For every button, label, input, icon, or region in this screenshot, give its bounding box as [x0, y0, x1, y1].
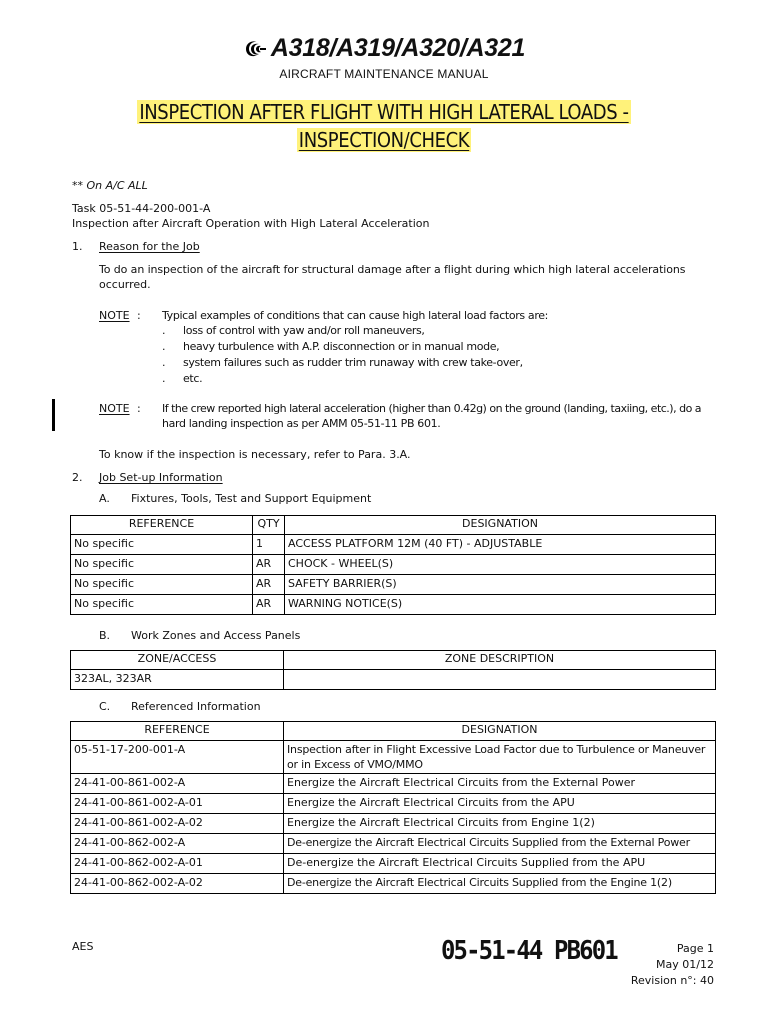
- column-header: DESIGNATION: [285, 516, 716, 535]
- task-title-line2: INSPECTION/CHECK: [298, 128, 470, 152]
- table-cell: 323AL, 323AR: [71, 670, 284, 690]
- footer-left-text: AES: [72, 940, 94, 953]
- note1-bullet-mark: .: [162, 324, 166, 337]
- tools-table: [70, 515, 716, 615]
- table-cell: 24-41-00-861-002-A: [71, 774, 284, 794]
- table-cell: SAFETY BARRIER(S): [285, 575, 716, 595]
- column-header: ZONE DESCRIPTION: [284, 651, 716, 670]
- note1-bullet: system failures such as rudder trim runaway with crew take-over,: [183, 356, 523, 369]
- task-number: Task 05-51-44-200-001-A: [72, 202, 211, 215]
- table-cell: De-energize the Aircraft Electrical Circuits Supplied from the Engine 1(2): [284, 874, 716, 894]
- note1-bullet: heavy turbulence with A.P. disconnection or in manual mode,: [183, 340, 500, 353]
- note1-bullet: loss of control with yaw and/or roll maneuvers,: [183, 324, 425, 337]
- note2-line1: If the crew reported high lateral acceleration (higher than 0.42g) on the ground (landing, taxiing, etc.), do a: [162, 402, 702, 415]
- subsection-a-letter: A.: [99, 492, 110, 505]
- table-row: [71, 595, 716, 615]
- table-row: [71, 794, 716, 814]
- note2-colon: :: [137, 402, 141, 415]
- table-cell: 24-41-00-862-002-A-01: [71, 854, 284, 874]
- table-row: [71, 874, 716, 894]
- table-cell: AR: [253, 575, 285, 595]
- revision-bar: [52, 399, 55, 431]
- note2-line2: hard landing inspection as per AMM 05-51-11 PB 601.: [162, 417, 441, 430]
- aircraft-model-text: A318/A319/A320/A321: [270, 34, 526, 62]
- task-description: Inspection after Aircraft Operation with High Lateral Acceleration: [72, 217, 430, 230]
- subsection-c-heading: Referenced Information: [131, 700, 261, 713]
- table-cell: Energize the Aircraft Electrical Circuits from Engine 1(2): [284, 814, 716, 834]
- table-cell: 1: [253, 535, 285, 555]
- note1-bullet-mark: .: [162, 340, 166, 353]
- subsection-b-letter: B.: [99, 629, 111, 642]
- table-header-row: [71, 651, 716, 670]
- table-cell: No specific: [71, 535, 253, 555]
- column-header: QTY: [253, 516, 285, 535]
- table-cell: WARNING NOTICE(S): [285, 595, 716, 615]
- table-cell: 24-41-00-861-002-A-01: [71, 794, 284, 814]
- references-table: [70, 721, 716, 894]
- table-cell: AR: [253, 555, 285, 575]
- note1-bullet-mark: .: [162, 372, 166, 385]
- section1-heading: Reason for the Job: [99, 240, 200, 253]
- section1-text-line1: To do an inspection of the aircraft for structural damage after a flight during which high lateral accelerations: [99, 263, 686, 276]
- page-number: Page 1: [676, 942, 714, 955]
- table-cell: No specific: [71, 575, 253, 595]
- table-cell: 05-51-17-200-001-A: [71, 741, 284, 774]
- revision-date: May 01/12: [656, 958, 714, 971]
- table-cell: 24-41-00-862-002-A-02: [71, 874, 284, 894]
- column-header: REFERENCE: [71, 516, 253, 535]
- column-header: ZONE/ACCESS: [71, 651, 284, 670]
- task-title-line1: INSPECTION AFTER FLIGHT WITH HIGH LATERAL LOADS -: [139, 100, 629, 124]
- note1-label: NOTE: [99, 309, 130, 322]
- table-cell: 24-41-00-862-002-A: [71, 834, 284, 854]
- table-row: [71, 670, 716, 690]
- note1-bullet-mark: .: [162, 356, 166, 369]
- aircraft-model-title: [243, 34, 525, 63]
- table-cell: 24-41-00-861-002-A-02: [71, 814, 284, 834]
- table-cell: No specific: [71, 595, 253, 615]
- table-cell: Inspection after in Flight Excessive Load Factor due to Turbulence or Maneuver or in Excess of VMO/MMO: [284, 741, 716, 774]
- table-row: [71, 814, 716, 834]
- note1-bullet: etc.: [183, 372, 203, 385]
- table-row: [71, 555, 716, 575]
- table-row: [71, 774, 716, 794]
- subsection-a-heading: Fixtures, Tools, Test and Support Equipment: [131, 492, 372, 505]
- task-title: [0, 98, 768, 154]
- table-row: [71, 854, 716, 874]
- table-cell: AR: [253, 595, 285, 615]
- subsection-c-letter: C.: [99, 700, 111, 713]
- table-cell: De-energize the Aircraft Electrical Circuits Supplied from the APU: [284, 854, 716, 874]
- section2-number: 2.: [72, 471, 83, 484]
- note1-colon: :: [137, 309, 141, 322]
- table-cell: No specific: [71, 555, 253, 575]
- manual-name: AIRCRAFT MAINTENANCE MANUAL: [279, 66, 489, 81]
- table-cell: CHOCK - WHEEL(S): [285, 555, 716, 575]
- table-cell: De-energize the Aircraft Electrical Circuits Supplied from the External Power: [284, 834, 716, 854]
- document-code: 05-51-44 PB601: [441, 936, 617, 966]
- subsection-b-heading: Work Zones and Access Panels: [131, 629, 301, 642]
- table-cell: ACCESS PLATFORM 12M (40 FT) - ADJUSTABLE: [285, 535, 716, 555]
- table-header-row: [71, 722, 716, 741]
- table-row: [71, 741, 716, 774]
- effectivity: ** On A/C ALL: [72, 179, 148, 192]
- zones-table: [70, 650, 716, 690]
- column-header: REFERENCE: [71, 722, 284, 741]
- table-cell: [284, 670, 716, 690]
- table-row: [71, 535, 716, 555]
- column-header: DESIGNATION: [284, 722, 716, 741]
- table-row: [71, 834, 716, 854]
- refer-text: To know if the inspection is necessary, refer to Para. 3.A.: [99, 448, 411, 461]
- section1-number: 1.: [72, 240, 83, 253]
- section2-heading: Job Set-up Information: [99, 471, 223, 484]
- section1-text-line2: occurred.: [99, 278, 151, 291]
- table-row: [71, 575, 716, 595]
- revision-number: Revision n°: 40: [630, 974, 714, 987]
- table-header-row: [71, 516, 716, 535]
- table-cell: Energize the Aircraft Electrical Circuits from the APU: [284, 794, 716, 814]
- airbus-logo-icon: [243, 38, 267, 60]
- note2-label: NOTE: [99, 402, 130, 415]
- footer-page-info: [631, 941, 714, 989]
- document-header: [0, 34, 768, 81]
- note1-intro: Typical examples of conditions that can cause high lateral load factors are:: [162, 309, 549, 322]
- table-cell: Energize the Aircraft Electrical Circuits from the External Power: [284, 774, 716, 794]
